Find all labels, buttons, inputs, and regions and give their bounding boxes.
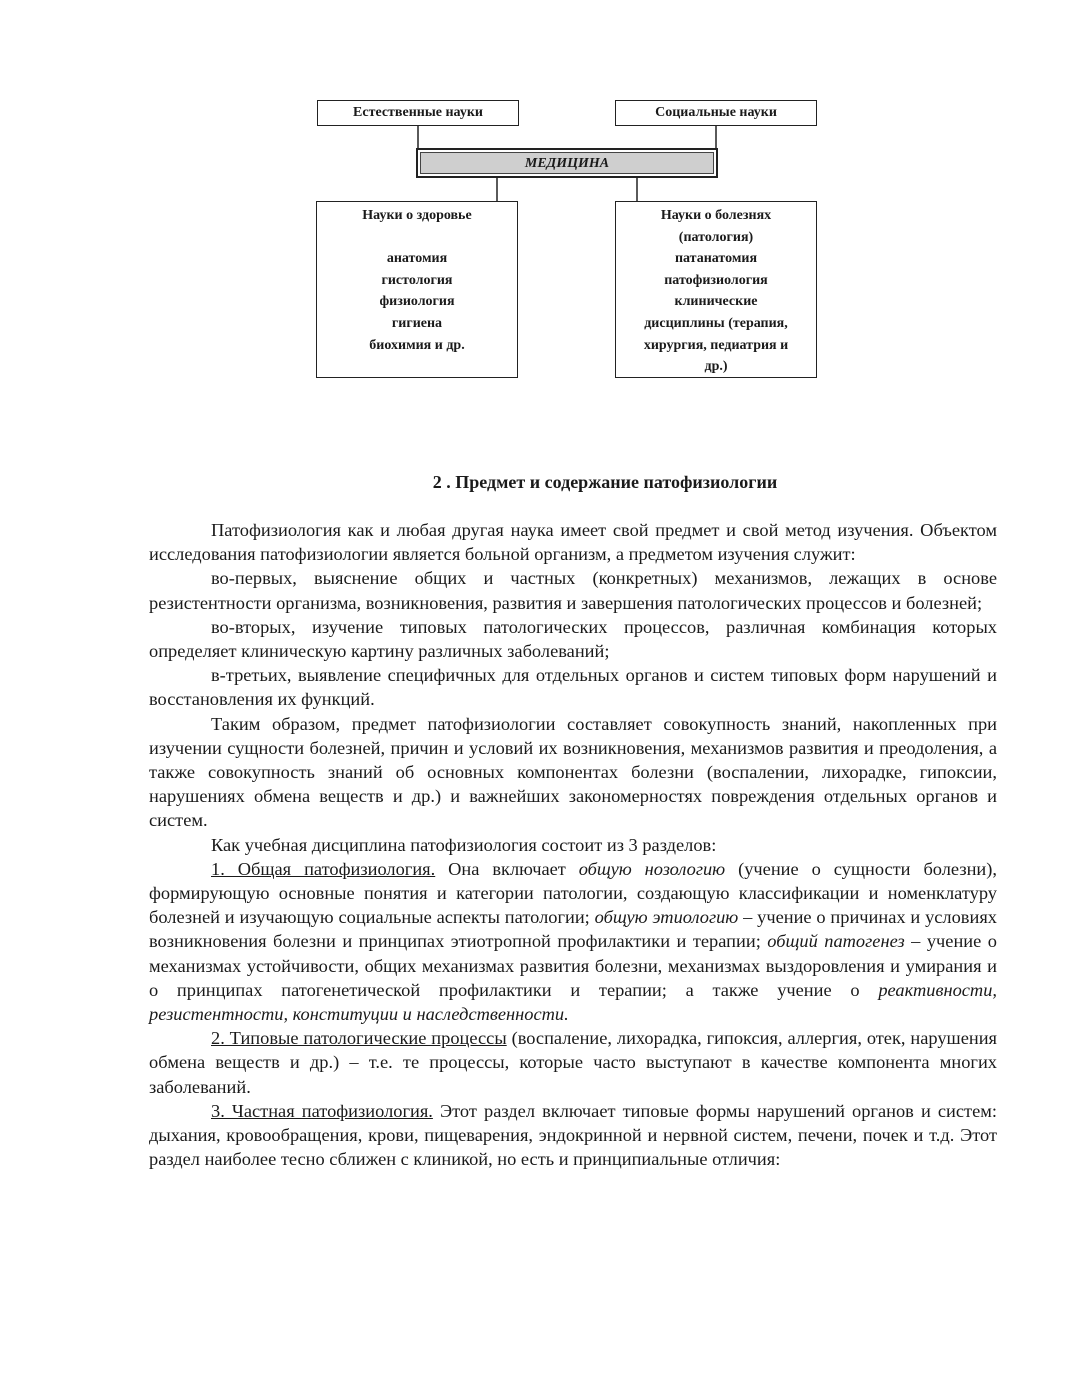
text-run: Она включает [435,858,579,879]
italic-term: общий патогенез [767,931,905,952]
italic-term: реактивности, резистентности, конституции и наследственности. [149,979,997,1025]
disease-line: Науки о болезнях [660,208,772,223]
text-run: (учение о сущности болезни), формирующую основные понятия и категории патологии, создающую классификации и номенклатуру болезней и изучающую социальные аспекты патологии; [149,858,997,928]
medicine-diagram [0,0,1071,390]
paragraph: во-первых, выяснение общих и частных (конкретных) механизмов, лежащих в основе резистентности организма, возникновения, развития и завершения патологических процессов и болезней; [149,568,997,613]
health-item: гигиена [391,315,443,331]
paragraph: Таким образом, предмет патофизиологии составляет совокупность знаний, накопленных при изучении сущности болезней, причин и условий их возникновения, механизмов развития и преодоления, а также совокупность знаний об основных компонентах болезни (воспалении, лихорадке, гипоксии, нарушениях обмена веществ и др.) и важнейших закономерностях повреждения отдельных органов и систем. [149,713,997,831]
paragraph-general-pathophysiology [149,857,997,1026]
section-heading: 2 . Предмет и содержание патофизиологии [432,472,778,492]
paragraph-special-pathophysiology [149,1099,997,1172]
subsection-title: 2. Типовые патологические процессы [211,1028,507,1049]
health-item: гистология [381,272,453,288]
paragraph-typical-processes [149,1026,997,1099]
disease-line: клинические [674,294,758,310]
italic-term: общую этиологию [594,907,739,928]
social-sciences-label: Социальные науки [655,105,777,120]
natural-sciences-label: Естественные науки [353,105,483,120]
paragraph: во-вторых, изучение типовых патологических процессов, различная комбинация которых определяет клиническую картину различных заболеваний; [149,616,997,662]
italic-term: общую нозологию [578,858,726,879]
medicine-box [416,148,718,178]
health-item: анатомия [386,251,448,267]
text-run: – учение о причинах и условиях возникновения болезни и принципах этиотропной профилактики и терапии; [149,907,997,952]
disease-line: патофизиология [664,272,768,288]
subsection-title: 3. Частная патофизиология. [211,1100,433,1121]
disease-line: др.) [704,359,728,375]
disease-line: хирургия, педиатрия и [643,337,789,353]
disease-sciences-box [615,201,817,378]
medicine-label: МЕДИЦИНА [420,152,714,174]
subsection-title: 1. Общая патофизиология. [211,858,436,879]
disease-line: дисциплины (терапия, [644,315,788,331]
health-sciences-title: Науки о здоровье [362,208,472,223]
diagram-connectors [0,0,1071,390]
section-body [149,518,997,1171]
health-sciences-box [316,201,518,378]
disease-line: патанатомия [674,251,758,267]
social-sciences-box [615,100,817,126]
text-run: (воспаление, лихорадка, гипоксия, аллергия, отек, нарушения обмена веществ и др.) – т.е. те процессы, которые часто выступают в качестве компонента многих заболеваний. [149,1028,998,1097]
health-item: биохимия и др. [369,337,465,353]
natural-sciences-box [317,100,519,126]
health-item: физиология [379,294,455,310]
text-run: – учение о механизмах устойчивости, общих механизмах развития болезни, механизмах выздоровления и умирания и о принципах патогенетической профилактики и терапии; а также учение о [149,931,997,1000]
paragraph: в-третьих, выявление специфичных для отдельных органов и систем типовых форм нарушений и восстановления их функций. [149,665,997,710]
paragraph: Как учебная дисциплина патофизиология состоит из 3 разделов: [211,834,717,855]
paragraph: Патофизиология как и любая другая наука имеет свой предмет и свой метод изучения. Объектом исследования патофизиологии является больной организм, а предметом изучения служит: [149,520,997,565]
disease-line: (патология) [678,229,754,245]
text-run: Этот раздел включает типовые формы нарушений органов и систем: дыхания, кровообращения, крови, пищеварения, эндокринной и нервной систем, печени, почек и т.д. Этот раздел наиболее тесно сближен с клиникой, но есть и принципиальные отличия: [149,1100,997,1170]
